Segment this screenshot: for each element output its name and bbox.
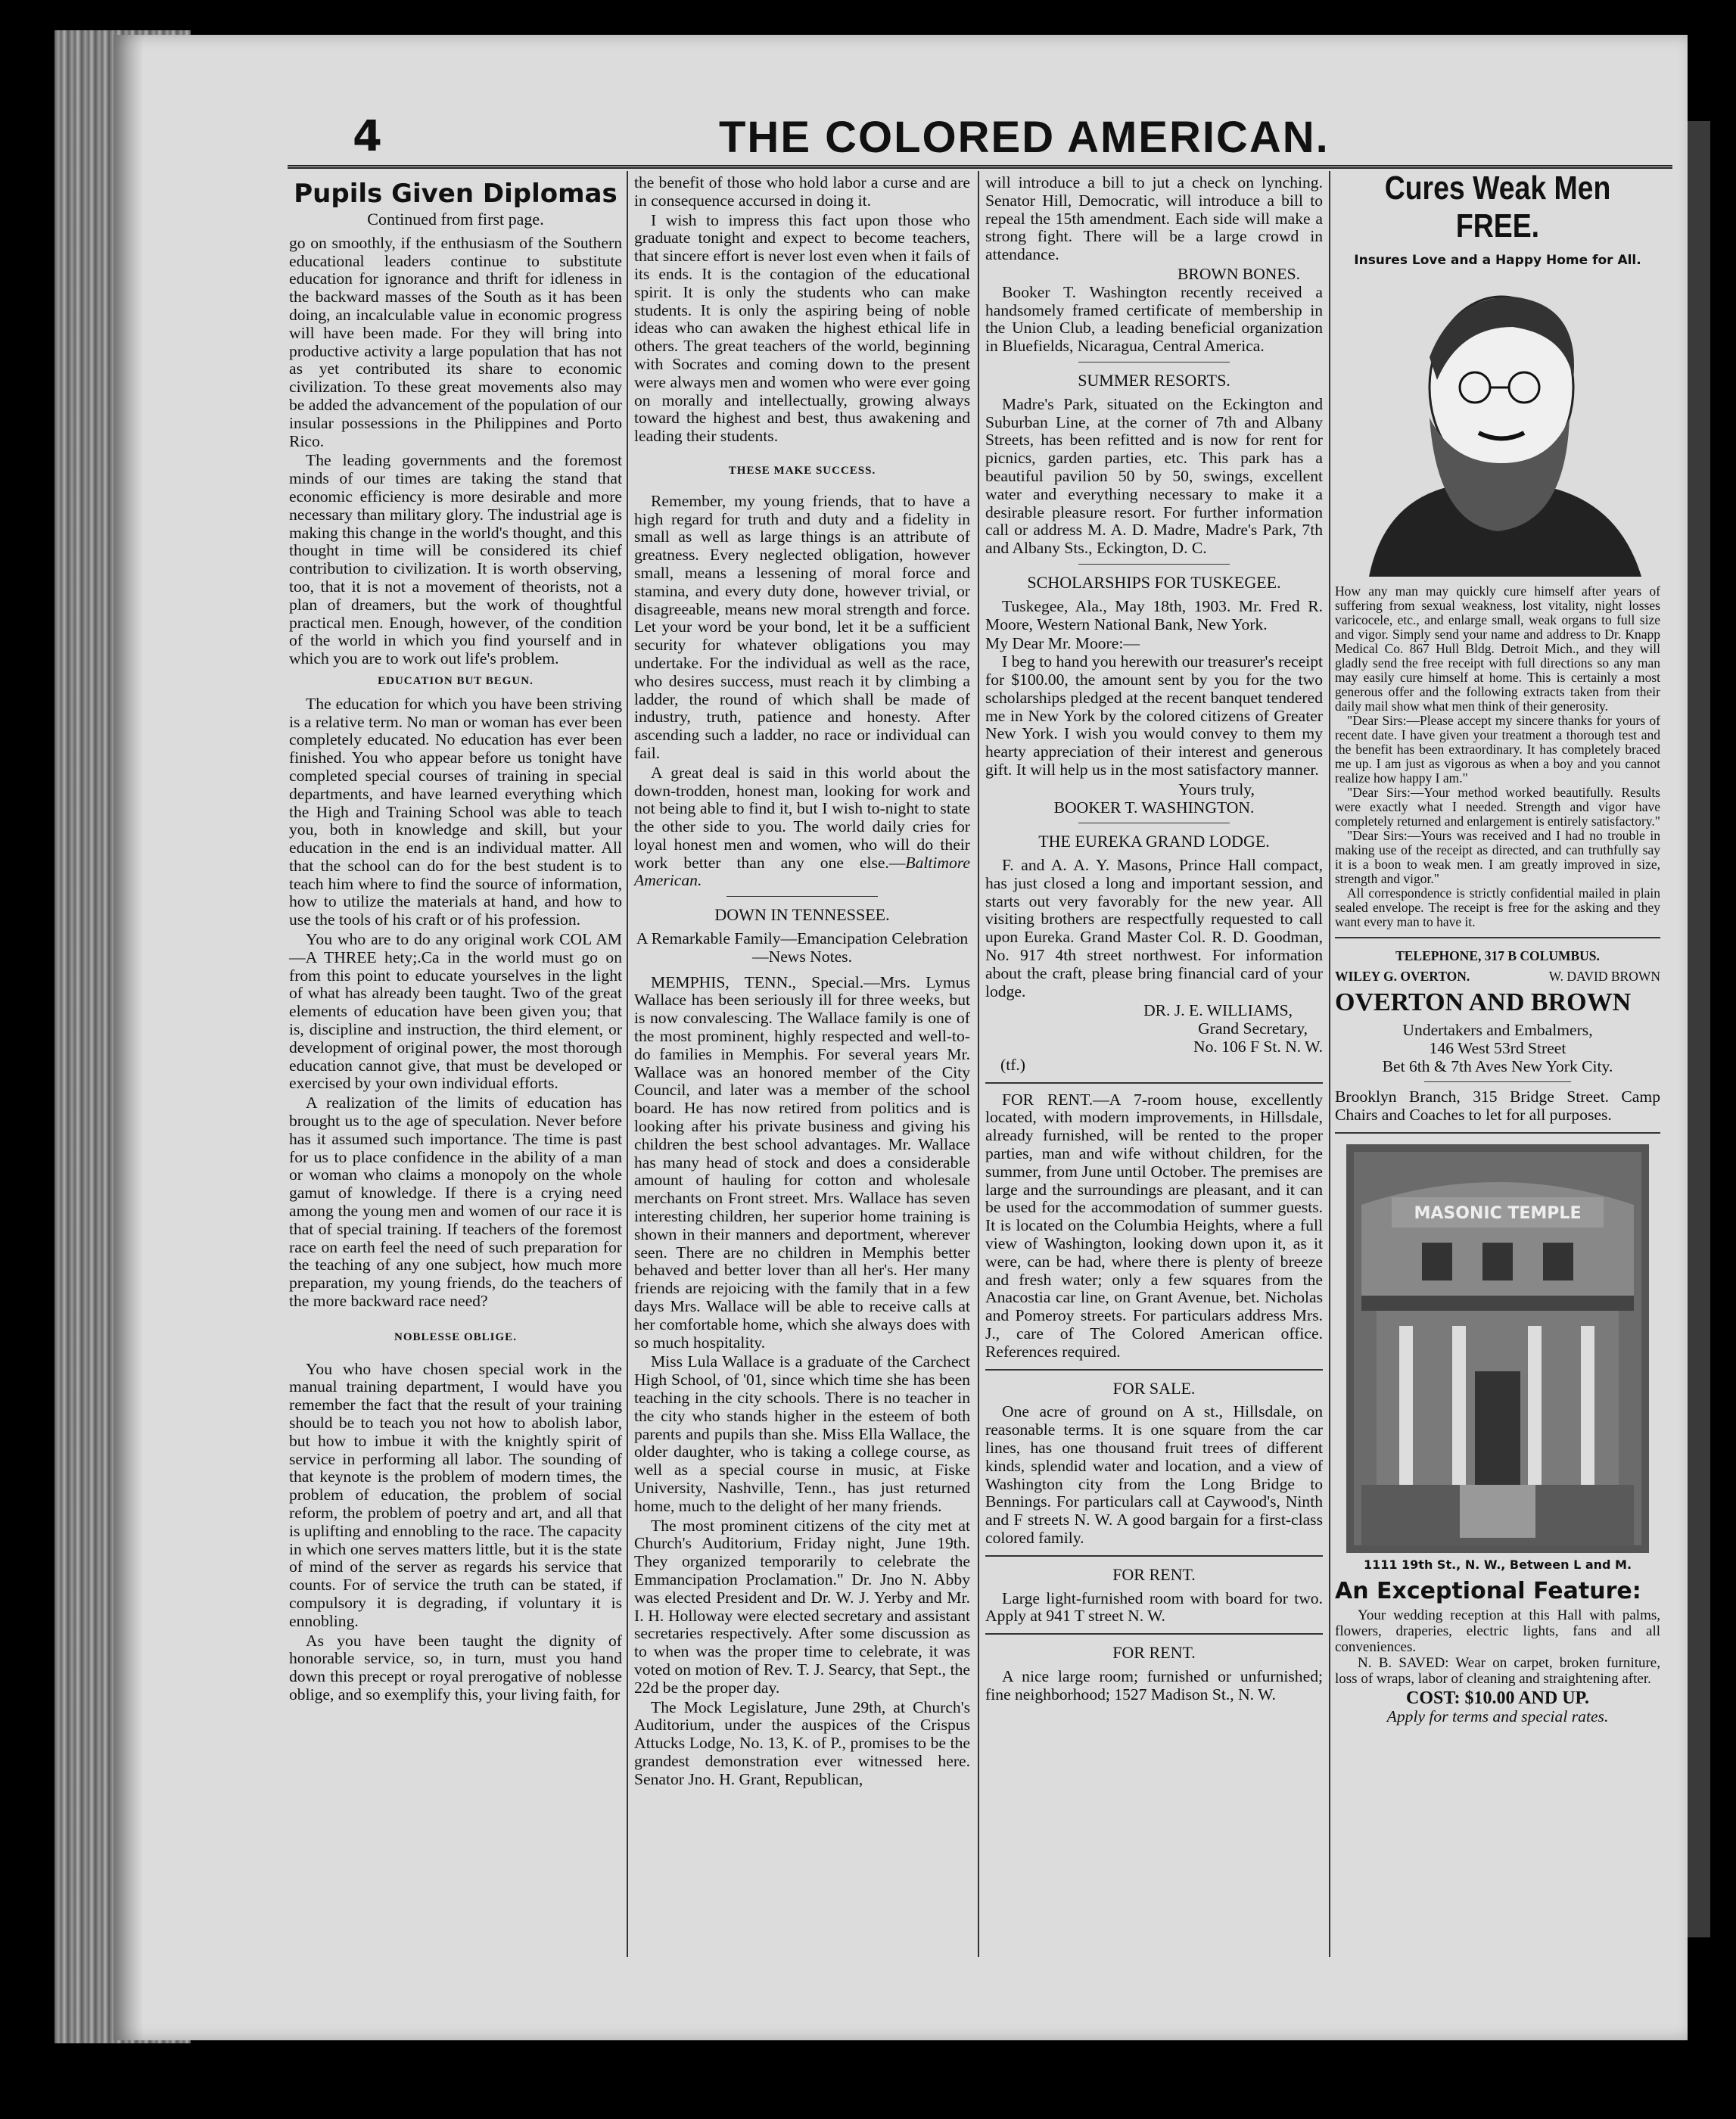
column-rule [627,171,628,1957]
ad-title: Cures Weak Men FREE. [1384,170,1611,244]
paragraph: Large light-furnished room with board for two. Apply at 941 T street N. W. [985,1588,1323,1626]
testimonial: "Dear Sirs:—Yours was received and I had no trouble in making use of the receipt as directed, and can truthfully say it is a boon to weak men. I am greatly improved in size, strength and vigor." [1335,828,1660,886]
ad-paragraph: How any man may quickly cure himself after years of suffering from sexual weakness, lost vitality, night losses varicocele, etc., and enlarge small, weak organs to full size and vigor. Simply send your name and address to Dr. Knapp Medical Co. 867 Hull Bldg. Detroit Mich., and they will gladly send the free receipt with full directions so any man may easily cure himself at home. This is certainly a most generous offer and the following extracts taken from their daily mail show what men think of their generosity. [1335,583,1660,714]
deck: A Remarkable Family—Emancipation Celebration—News Notes. [636,929,969,966]
paragraph: The education for which you have been striving is a relative term. No man or woman has ever been completely educated. No education has ever been finished. You who appear before us tonight have completed special courses of training in special departments, and have learned everything which the High and Training School was able to teach you, both in knowledge and skill, but your education in the end is an individual matter. All that the school can do for the best student is to teach him where to find the source of information, how to utilize the materials at hand, and how to use the tools of his craft or of his profession. [289,694,622,929]
closing: Yours truly, [1178,779,1255,798]
salutation: My Dear Mr. Moore:— [985,634,1140,653]
paragraph: You who are to do any original work COL AM—A THREE hety;.Ca in the world must go on from this point to educate yourselves in the light of what has already been taught. Two of the great elements of education have been given you; that is, discipline and instruction, the third element, or development of original power, the most thorough education cannot give, that must be developed or exercised by your own individual efforts. [289,930,622,1093]
signature-address: No. 106 F St. N. W. [1193,1038,1323,1056]
paragraph: A realization of the limits of education has brought us to the age of speculation. Never before has it assumed such importance. The time is past for us to place confidence in the ability of a man or woman who claims a monopoly on the whole gamut of knowledge. If there is a crying need among the young men and women of our race it is that of special training. If teachers of the foremost race on earth feel the need of such preparation for the teaching of any one subject, how much more preparation, my young friends, do the teachers of the more backward race need? [289,1094,622,1311]
page-number: 4 [353,112,382,161]
image-caption: 1111 19th St., N. W., Between L and M. [1363,1557,1632,1572]
paragraph: The leading governments and the foremost minds of our times are taking the stand that economic efficiency is more desirable and more necessary than military glory. The industrial age is making this change in the world's thought, and this thought in time will be considered its chief contribution to civilization. It is worth observing, too, that it is not a movement of theorists, not a plan of dreamers, but the work of thoughtful practical men. Enough, however, of the condition of the world in which you find yourself and in which you are to work out life's problem. [289,451,622,668]
testimonial: "Dear Sirs:—Please accept my sincere thanks for yours of recent date. I have given your treatment a thorough test and the benefit has been extraordinary. It has completely braced me up. I am just as vigorous as when a boy and you cannot realize how happy I am." [1335,713,1660,786]
section-heading: SCHOLARSHIPS FOR TUSKEGEE. [1027,572,1281,592]
firm-name: OVERTON AND BROWN [1335,988,1632,1016]
divider [726,896,878,897]
tf-mark: (tf.) [1000,1055,1025,1074]
ad-paragraph: Your wedding reception at this Hall with palms, flowers, draperies, electric lights, fans and all conveniences. [1335,1607,1660,1655]
section-heading: THE EUREKA GRAND LODGE. [1038,832,1270,851]
bearded-man-portrait [1339,274,1657,577]
divider [985,1555,1323,1557]
paragraph: I beg to hand you herewith our treasurer's receipt for $100.00, the amount sent by you for the two scholarships pledged at the recent banquet tendered me in New York by the colored citizens of Greater New York. I wish you would convey to them my hearty appreciation of their interest and generous gift. It will help us in the most satisfactory manner. [985,652,1323,779]
source-credit: Baltimore American. [634,853,970,890]
testimonial: "Dear Sirs:—Your method worked beautifully. Results were exactly what I needed. Strength and vigor have completely returned and enlargement is entirely satisfactory." [1335,785,1660,829]
section-heading: FOR SALE. [1112,1378,1196,1398]
ad-heading: An Exceptional Feature: [1335,1577,1641,1604]
paragraph: As you have been taught the dignity of honorable service, so, in turn, must you hand down this precept or royal prerogative of noblesse oblige, and so exemplify this, your living faith, for [289,1631,622,1704]
column-4-ads [1335,170,1660,1726]
partner-names [1335,969,1660,984]
ad-apply: Apply for terms and special rates. [1386,1707,1609,1725]
paragraph [634,764,970,891]
divider [985,1082,1323,1084]
paragraph: I wish to impress this fact upon those who graduate tonight and expect to become teachers, that sincere effort is never lost even when it fails of its ends. It is the contagion of the educational spirit. It is only the students who can make students. It is only the aspiring being of noble ideas who can awaken the highest ethical life in others. The great teachers of the world, beginning with Socrates and coming down to the present were always men and women who were ever going on morally and intellectually, growing always toward the highest and best, thus awakening and leading their students. [634,210,970,446]
page-edge-shadow [1688,121,1710,1937]
signature: BROWN BONES. [1178,264,1300,283]
divider [985,1633,1323,1635]
paragraph: Tuskegee, Ala., May 18th, 1903. Mr. Fred R. Moore, Western National Bank, New York. [985,596,1323,633]
paragraph: A nice large room; furnished or unfurnished; fine neighborhood; 1527 Madison St., N. W. [985,1666,1323,1704]
paragraph: F. and A. A. Y. Masons, Prince Hall compact, has just closed a long and important session, and starts out very favorably for the new year. All visiting brothers are respectfully requested to call upon Eureka. Grand Master Col. R. D. Goodman, No. 917 4th street northwest. For information about the craft, please bring financial card of your lodge. [985,856,1323,1000]
ad-paragraph: N. B. SAVED: Wear on carpet, broken furniture, loss of wraps, labor of cleaning and straightening after. [1335,1654,1660,1687]
signature: BOOKER T. WASHINGTON. [1053,798,1255,817]
divider [985,1369,1323,1371]
paragraph: Remember, my young friends, that to have a high regard for truth and duty and a fidelity in small as well as large things is an attribute of greatness. Every neglected obligation, however small, means a lessening of moral force and stamina, and every duty done, however trivial, or disagreeable, means new moral strength and force. Let your word be your bond, let it be a sufficient security for whatever obligations you may undertake. For the individual as well as the race, who desires success, must reach it by climbing a ladder, the round of which shall be made of industry, truth, patience and honesty. After ascending such a ladder, no race or individual can fail. [634,491,970,762]
masthead-rule [288,165,1672,169]
divider [1424,1081,1571,1082]
temple-sign: MASONIC TEMPLE [1414,1203,1582,1223]
paragraph: You who have chosen special work in the manual training department, I would have you remember the fact that the result of your training should be to teach you not how to abolish labor, but how to imbue it with the knightly spirit of service in performing all labor. The sounding of that keynote is the problem of modern times, the problem of education, the problem of social reform, the problem of poetry and art, and all that is uplifting and ennobling to the race. The capacity in which one serves matters little, but it is the state of mind of the server as regards his service that counts. For of service the truth can be stated, if compulsory it is degrading, if voluntary it is ennobling. [289,1359,622,1630]
divider [1078,362,1230,363]
ad-subtitle: Insures Love and a Happy Home for All. [1354,253,1641,268]
telephone: TELEPHONE, 317 B COLUMBUS. [1395,948,1600,963]
masthead: THE COLORED AMERICAN. [719,113,1330,162]
continued-note: Continued from first page. [367,210,544,229]
divider [1078,564,1230,565]
paragraph: Miss Lula Wallace is a graduate of the Carchect High School, of '01, since which time she has been teaching in the city schools. There is no teacher in the city who stands higher in the esteem of both parents and pupils than she. Miss Ella Wallace, the older daughter, who is taking a college course, as well as a special course in music, at Fiske University, Nashville, Tenn., has just returned home, much to the delight of her many friends. [634,1352,970,1515]
paragraph: The Mock Legislature, June 29th, at Church's Auditorium, under the auspices of the Crispus Attucks Lodge, No. 13, K. of P., promises to be the grandest demonstration ever witnessed here. Senator Jno. H. Grant, Republican, [634,1697,970,1788]
ad-cost: COST: $10.00 AND UP. [1405,1688,1590,1708]
paragraph: go on smoothly, if the enthusiasm of the Southern educational leaders continue to substitute education for ignorance and thrift for idleness in the backward masses of the South as it has been doing, an incalculable value in economic progress will have been made. For they will bring into productive activity a large population that has not as yet contributed its share to economic civilization. To these great movements also may be added the advancement of the population of our insular possessions in the Philippines and Porto Rico. [289,233,622,450]
paragraph: The most prominent citizens of the city met at Church's Auditorium, Friday night, June 19th. They organized temporarily to celebrate the Emmancipation Proclamation." Dr. Jno N. Abby was elected President and Dr. W. J. Yerby and Mr. I. H. Holloway were elected secretary and assistant secretaries respectively. After some discussion as to when was the proper time to celebrate, it was voted on motion of Rev. T. J. Searcy, that Sept., the 22d be the proper day. [634,1516,970,1697]
column-rule [1329,171,1330,1957]
column-rule [978,171,979,1957]
subheading: THESE MAKE SUCCESS. [728,464,876,477]
column-1 [289,174,622,1706]
partner-name: W. DAVID BROWN [1548,969,1660,984]
ad-paragraph: Brooklyn Branch, 315 Bridge Street. Camp Chairs and Coaches to let for all purposes. [1335,1088,1660,1125]
article-title: Pupils Given Diplomas [294,179,618,209]
signature: DR. J. E. WILLIAMS, [1143,1001,1293,1020]
subheading: EDUCATION BUT BEGUN. [378,674,534,687]
paragraph-text: A great deal is said in this world about the down-trodden, honest man, looking for work and not being able to find it, but I wish to-night to state the other side to you. The world daily cries for loyal honest men and women, who will do their work better than any one else.— [634,763,970,872]
partner-name: WILEY G. OVERTON. [1335,969,1470,984]
divider [1335,937,1660,938]
paragraph: One acre of ground on A st., Hillsdale, on reasonable terms. It is one square from the car lines, has one thousand fruit trees of different kinds, splendid water and location, and a view of Washington city from the Long Bridge to Bennings. For particulars call at Caywood's, Ninth and F streets N. W. A good bargain for a first-class colored family. [985,1402,1323,1547]
paragraph: the benefit of those who hold labor a curse and are in consequence accursed in doing it. [634,173,970,210]
subheading: NOBLESSE OBLIGE. [394,1330,517,1343]
column-3 [985,174,1323,1706]
masonic-temple-engraving [1346,1144,1649,1553]
spine-shadow [114,35,144,2040]
section-heading: DOWN IN TENNESSEE. [714,905,890,925]
paragraph: Madre's Park, situated on the Eckington and Suburban Line, at the corner of 7th and Albany Streets, has been refitted and is now for rent for picnics, garden parties, etc. This park has a beautiful pavilion 50 by 50, swings, excellent water and everything necessary to make it a desirable pleasure resort. For further information call or address M. A. D. Madre, Madre's Park, 7th and Albany Sts., Eckington, D. C. [985,394,1323,558]
paragraph: Booker T. Washington recently received a handsomely framed certificate of membership in the Union Club, a leading beneficial organization in Bluefields, Nicaragua, Central America. [985,282,1323,356]
ad-paragraph: All correspondence is strictly confidential mailed in plain sealed envelope. The receipt is free for the asking and they want every man to have it. [1335,885,1660,929]
ad-line: Bet 6th & 7th Aves New York City. [1382,1056,1613,1075]
ad-line: Undertakers and Embalmers, [1402,1021,1593,1039]
signature-title: Grand Secretary, [1198,1019,1308,1038]
paragraph: will introduce a bill to jut a check on lynching. Senator Hill, Democratic, will introduce a bill to repeal the 15th amendment. Each side will make a strong fight. There will be a large crowd in attendance. [985,173,1323,264]
paragraph: MEMPHIS, TENN., Special.—Mrs. Lymus Wallace has been seriously ill for three weeks, but is now convalescing. The Wallace family is one of the most prominent, highly respected and well-to-do families in Memphis. For several years Mr. Wallace was an honored member of the City Council, and later was a member of the school board. He has now retired from politics and is looking after his private business and giving his children the best school advantages. Mr. Wallace has many head of stock and does a considerable amount of hauling for cotton and wholesale merchants on Front street. Mrs. Wallace has seven interesting children, her superior home training is shown in their manners and deportment, wherever seen. There are no children in Memphis better behaved and better lover than all her's. Her many friends are rejoicing with the family that in a few days Mrs. Wallace will be able to receive calls at her comfortable home, which she always does with so much hospitality. [634,972,970,1352]
column-2 [634,174,970,1791]
divider [1335,1132,1660,1134]
section-heading: FOR RENT. [1112,1643,1196,1663]
paragraph: FOR RENT.—A 7-room house, excellently located, with modern improvements, in Hillsdale, already furnished, will be rented to the proper parties, man and wife without children, for the summer, from June until October. The premises are large and the surroundings are pleasant, and it can be used for the accommodation of summer guests. It is located on the Columbia Heights, where a full view of Washington, looking down upon it, as it were, can be had, where there is plenty of breeze and fresh water; only a few squares from the Anacostia car line, on Grant Avenue, bet. Nicholas and Pomeroy streets. For particulars address Mrs. J., care of The Colored American office. References required. [985,1090,1323,1361]
section-heading: SUMMER RESORTS. [1078,370,1230,390]
ad-line: 146 West 53rd Street [1429,1038,1566,1057]
section-heading: FOR RENT. [1112,1564,1196,1584]
